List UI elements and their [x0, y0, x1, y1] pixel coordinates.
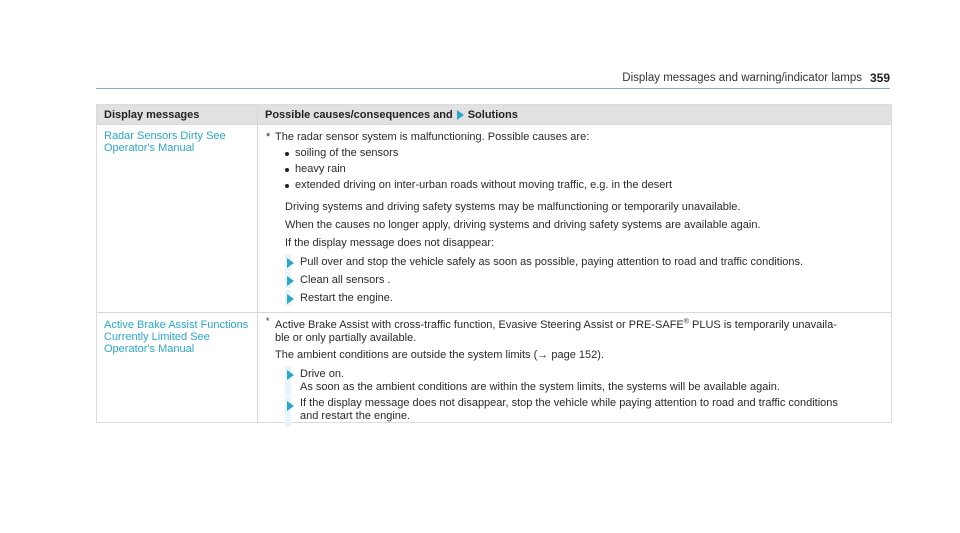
bullet-dot — [285, 152, 289, 156]
intro-star: * — [266, 131, 271, 143]
solution-step-continued: and restart the engine. — [300, 410, 411, 422]
row-divider — [97, 312, 891, 313]
bullet-item: soiling of the sensors — [295, 147, 399, 159]
solution-step-continued: As soon as the ambient conditions are within the system limits, the systems will be available again. — [300, 381, 780, 393]
messages-table — [96, 104, 892, 423]
solution-step: Restart the engine. — [300, 292, 393, 304]
paragraph: The ambient conditions are outside the system limits (→ page 152). — [275, 349, 604, 361]
bullet-dot — [285, 168, 289, 172]
row-divider — [97, 124, 891, 125]
solution-step: Pull over and stop the vehicle safely as soon as possible, paying attention to road and traffic conditions. — [300, 256, 804, 268]
header-title: Display messages and warning/indicator lamps — [622, 72, 862, 84]
arrow-right-icon — [287, 276, 294, 286]
arrow-right-icon — [287, 370, 294, 380]
solution-step: Clean all sensors . — [300, 274, 391, 286]
col-header-display-messages: Display messages — [104, 109, 200, 121]
page-number: 359 — [869, 71, 890, 85]
bullet-item: heavy rain — [295, 163, 346, 175]
display-message-radar: Radar Sensors Dirty See Operator's Manual — [104, 130, 226, 154]
arrow-right-icon — [457, 110, 464, 120]
intro-text: The radar sensor system is malfunctioning. Possible causes are: — [275, 131, 590, 143]
bullet-dot — [285, 184, 289, 188]
intro-text: Active Brake Assist with cross-traffic function, Evasive Steering Assist or PRE-SAFE® PLUS is temporarily unavaila- — [275, 318, 837, 331]
table-header — [97, 105, 891, 124]
intro-star: * — [266, 316, 270, 326]
solution-step: Drive on. — [300, 368, 345, 380]
paragraph: Driving systems and driving safety systems may be malfunctioning or temporarily unavailable. — [285, 201, 741, 213]
solution-step: If the display message does not disappear, stop the vehicle while paying attention to road and traffic conditions — [300, 397, 838, 409]
display-message-brake-assist: Active Brake Assist Functions Currently Limited See Operator's Manual — [104, 319, 249, 355]
paragraph: When the causes no longer apply, driving systems and driving safety systems are available again. — [285, 219, 761, 231]
page-header — [96, 70, 890, 89]
intro-text-continued: ble or only partially available. — [275, 332, 417, 344]
arrow-right-icon — [287, 294, 294, 304]
arrow-right-icon — [287, 258, 294, 268]
column-divider — [257, 105, 258, 422]
arrow-right-icon — [287, 401, 294, 411]
col-header-causes-solutions: Possible causes/consequences and Solutions — [265, 109, 518, 121]
paragraph: If the display message does not disappear: — [285, 237, 495, 249]
bullet-item: extended driving on inter-urban roads without moving traffic, e.g. in the desert — [295, 179, 673, 191]
